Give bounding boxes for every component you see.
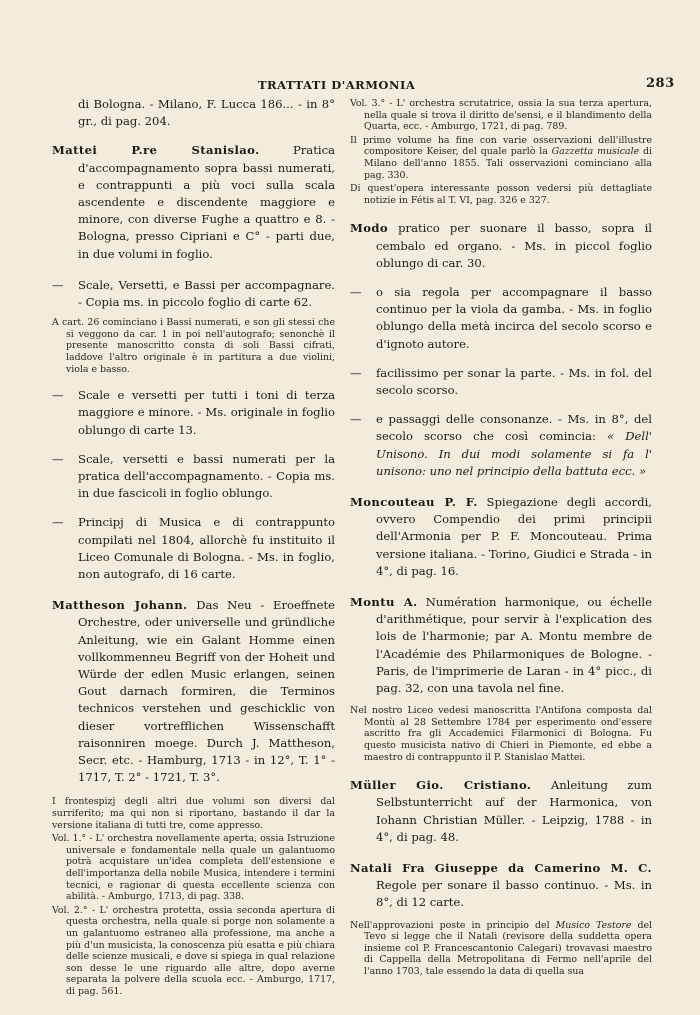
ditto-dash: —: [52, 515, 64, 530]
entry-heading: Modo: [350, 221, 389, 236]
entry-moncouteau: [350, 494, 652, 580]
entry-continuation: [52, 96, 335, 130]
entry-note-vol3: Vol. 3.° - L' orchestra scrutatrice, ossia la sua terza apertura, nella quale si trova il diritto de'sensi, e il blandimento della Quarta, ecc. - Amburgo, 1721, di pag. 789.: [350, 98, 652, 133]
ditto-dash: —: [52, 451, 64, 466]
entry-text: o sia regola per accompagnare il basso continuo per la viola da gamba. - Ms. in foglio oblungo della metà incirca del secolo scorso e d'ignoto autore.: [376, 284, 652, 351]
entry-note: [350, 920, 652, 978]
entry-text: pratico per suonare il basso, sopra il cembalo ed organo. - Ms. in piccol foglio oblungo di car. 30.: [376, 221, 652, 270]
entry-mattei-scale-versetti: [52, 277, 335, 311]
entry-note: Nel nostro Liceo vedesi manoscritta l'Antifona composta dal Montù al 28 Settembre 1784 per esperimento ond'essere ascritto fra gli Accademici Filarmonici di Bologna. Fu questo musicista nativo di Chieri in Piemonte, ed ebbe a maestro di contrappunto il P. Stanislao Mattei.: [350, 705, 652, 763]
entry-mattei-scale-bassi: [52, 451, 335, 503]
entry-muller: [350, 777, 652, 846]
entry-text: e passaggi delle consonanze. - Ms. in 8°, del secolo scorso che così comincia:: [376, 412, 652, 444]
note-text: Il primo volume ha fine con varie osservazioni dell'illustre compositore Keiser, del quale parlò la: [350, 134, 652, 158]
entry-text: Numération harmonique, ou échelle d'arithmétique, pour servir à l'explication des lois de l'harmonie; par A. Montu membre de l'Académie des Philarmoniques de Bologne. - Paris, de l'imprimerie de Laran - in 4° picc., di pag. 32, con una tavola nel fine.: [376, 595, 652, 696]
entry-heading: Mattei P.re Stanislao.: [52, 143, 260, 158]
entry-heading: Moncouteau P. F.: [350, 494, 478, 509]
entry-note-keiser: [350, 135, 652, 181]
entry-text: Anleitung zum Selbstunterricht auf der Harmonica, von Iohann Christian Müller. - Leipzig, 1788 - in 4°, di pag. 48.: [376, 778, 652, 844]
entry-quote: « Dell' Unisono. In dui modi solamente si fa l' unisono: uno nel principio della battuta ecc. »: [376, 429, 652, 478]
entry-note-fetis: Di quest'opera interessante posson vedersi più dettagliate notizie in Fétis al T. VI, pag. 326 e 327.: [350, 183, 652, 206]
page-number: 283: [646, 76, 675, 91]
entry-text: Scale, Versetti, e Bassi per accompagnare. - Copia ms. in piccolo foglio di carte 62.: [78, 277, 335, 310]
entry-heading: Mattheson Johann.: [52, 598, 188, 613]
entry-note: I frontespizj degli altri due volumi son diversi dal surriferito; ma qui non si riportano, bastando il dar la versione italiana di tutti tre, come appresso.: [52, 796, 335, 831]
entry-heading: Müller Gio. Cristiano.: [350, 778, 532, 793]
entry-text: facilissimo per sonar la parte. - Ms. in fol. del secolo scorso.: [376, 365, 652, 397]
right-column: [350, 98, 652, 978]
entry-text: Das Neu - Eroeffnete Orchestre, oder universelle und gründliche Anleitung, wie ein Galant Homme einen vollkommenneu Begriff von der Hoheit und Würde der edlen Music erlangen, seinen Gout darnach formiren, die Terminos technicos verstehen und geschicklic von dieser vortrefflichen Wissenschafft raisonniren moege. Durch J. Mattheson, Secr. etc. - Hamburg, 1713 - in 12°, T. 1° - 1717, T. 2° - 1721, T. 3°.: [78, 598, 335, 785]
running-title: TRATTATI D'ARMONIA: [258, 78, 416, 92]
entry-mattei-scale-toni: [52, 387, 335, 439]
entry-text: Scale, versetti e bassi numerati per la pratica dell'accompagnamento. - Copia ms. in due fascicoli in foglio oblungo.: [78, 451, 335, 501]
entry-text: Scale e versetti per tutti i toni di terza maggiore e minore. - Ms. originale in foglio oblungo di carte 13.: [78, 388, 335, 437]
note-text: di Milano dell'anno 1855. Tali osservazioni cominciano alla pag. 330.: [364, 146, 653, 181]
note-title: Musico Testore: [555, 919, 632, 931]
entry-modo-viola: [350, 284, 652, 353]
entry-text: Principj di Musica e di contrappunto compilati nel 1804, allorchè fu instituito il Liceo Comunale di Bologna. - Ms. in foglio, non autografo, di 16 carte.: [78, 515, 335, 582]
ditto-dash: —: [52, 388, 64, 403]
note-title: Gazzetta musicale: [551, 146, 640, 158]
entry-text: Regole per sonare il basso continuo. - Ms. in 8°, di 12 carte.: [376, 878, 652, 910]
entry-modo: [350, 220, 652, 272]
entry-note-vol2: Vol. 2.° - L' orchestra protetta, ossia seconda apertura di questa orchestra, nella quale si porge non solamente a un galantuomo estraneo alla professione, ma anche a più d'un musicista, la conoscenza più esatta e più chiara delle scienze musicali, e dove si spiega in qual relazione son desse le une riguardo alle altre, dopo averne separata la polvere della scuola ecc. - Amburgo, 1717, di pag. 561.: [52, 904, 335, 997]
entry-text: di Bologna. - Milano, F. Lucca 186... - in 8° gr., di pag. 204.: [78, 97, 335, 129]
note-text: del Tevo si legge che il Natali (revisore della suddetta opera insieme col P. Francescantonio Calegari) trovavasi maestro di Cappella della Metropolitana di Fermo nell'aprile del l'anno 1703, tale essendo la data di quella sua: [364, 919, 653, 977]
ditto-dash: —: [350, 412, 362, 427]
entry-note: A cart. 26 cominciano i Bassi numerati, e son gli stessi che si veggono da car. 1 in poi nell'autografo; senonchè il presente manoscritto consta di soli Bassi cifrati, laddove l'altro originale è in partitura a due violini, viola e basso.: [52, 317, 335, 375]
entry-natali: [350, 860, 652, 912]
entry-heading: Montu A.: [350, 595, 418, 609]
entry-mattheson: [52, 597, 335, 786]
page-header: [0, 74, 700, 94]
entry-note-vol1: Vol. 1.° - L' orchestra novellamente aperta, ossia Istruzione universale e fondamentale nella quale un galantuomo potrà acquistare un'idea completa dell'estensione e dell'importanza della nobile Musica, intendere i termini tecnici, e ragionar di questa eccellente scienza con abilità. - Amburgo, 1713, di pag. 338.: [52, 833, 335, 903]
entry-montu: [350, 594, 652, 697]
entry-mattei: [52, 142, 335, 262]
entry-text: Pratica d'accompagnamento sopra bassi numerati, e contrappunti a più voci sulla scala ascendente e discendente maggiore e minore, con diverse Fughe a quattro e 8. - Bologna, presso Cipriani e C° - parti due, in due volumi in foglio.: [78, 143, 335, 261]
entry-text: Spiegazione degli accordi, ovvero Compendio dei primi principii dell'Armonia per P. F. Moncouteau. Prima versione italiana. - Torino, Giudici e Strada - in 4°, di pag. 16.: [376, 494, 652, 578]
left-column: [52, 96, 335, 998]
note-text: Nell'approvazioni poste in principio del: [350, 919, 550, 931]
entry-mattei-principj: [52, 514, 335, 583]
ditto-dash: —: [52, 277, 64, 292]
ditto-dash: —: [350, 365, 362, 380]
ditto-dash: —: [350, 284, 362, 299]
entry-modo-passaggi: [350, 411, 652, 480]
entry-heading: Natali Fra Giuseppe da Camerino M. C.: [350, 861, 652, 875]
entry-modo-facilissimo: [350, 365, 652, 399]
